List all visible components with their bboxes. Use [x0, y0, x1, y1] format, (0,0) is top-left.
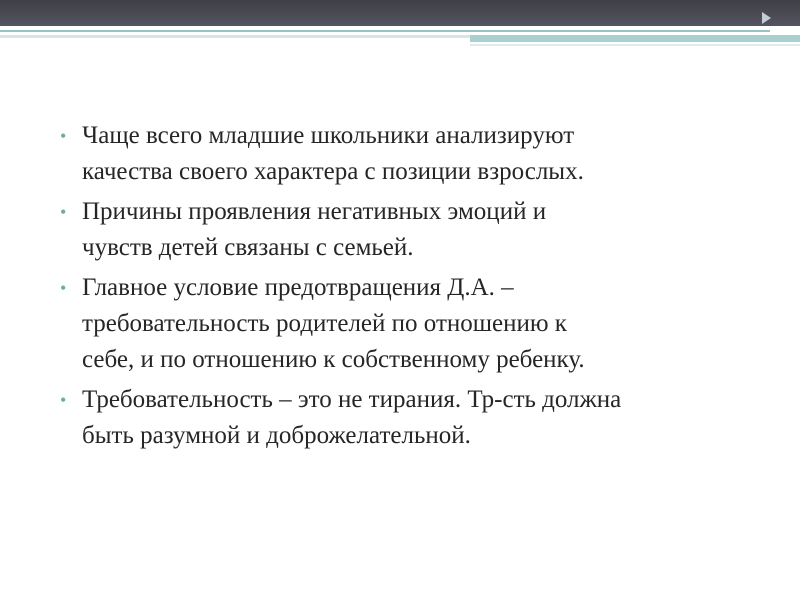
header-stripe [470, 35, 800, 42]
bullet-text-line: требовательность родителей по отношению к [82, 310, 567, 337]
bullet-marker-icon: • [60, 126, 67, 146]
header-arrow-decoration [762, 12, 771, 24]
header-stripe [0, 30, 770, 32]
header-stripe [470, 44, 800, 46]
header-stripe [0, 35, 470, 38]
bullet-item [58, 118, 770, 190]
bullet-marker-icon: • [60, 202, 67, 222]
bullet-list [58, 118, 770, 458]
bullet-item [58, 382, 770, 454]
bullet-text-line: себе, и по отношению к собственному ребенку. [82, 346, 585, 373]
bullet-text-line: Требовательность – это не тирания. Тр-сть должна [82, 386, 622, 413]
bullet-item [58, 270, 770, 378]
bullet-text-line: быть разумной и доброжелательной. [82, 422, 471, 449]
bullet-text-line: Причины проявления негативных эмоций и [82, 198, 547, 225]
bullet-marker-icon: • [60, 390, 67, 410]
bullet-text-line: Чаще всего младшие школьники анализируют [82, 122, 575, 149]
bullet-text-line: Главное условие предотвращения Д.А. – [82, 274, 514, 301]
bullet-text-line: качества своего характера с позиции взрослых. [82, 158, 584, 185]
bullet-marker-icon: • [60, 278, 67, 298]
bullet-text-line: чувств детей связаны с семьей. [82, 234, 414, 261]
header-bar [0, 0, 800, 26]
bullet-item [58, 194, 770, 266]
